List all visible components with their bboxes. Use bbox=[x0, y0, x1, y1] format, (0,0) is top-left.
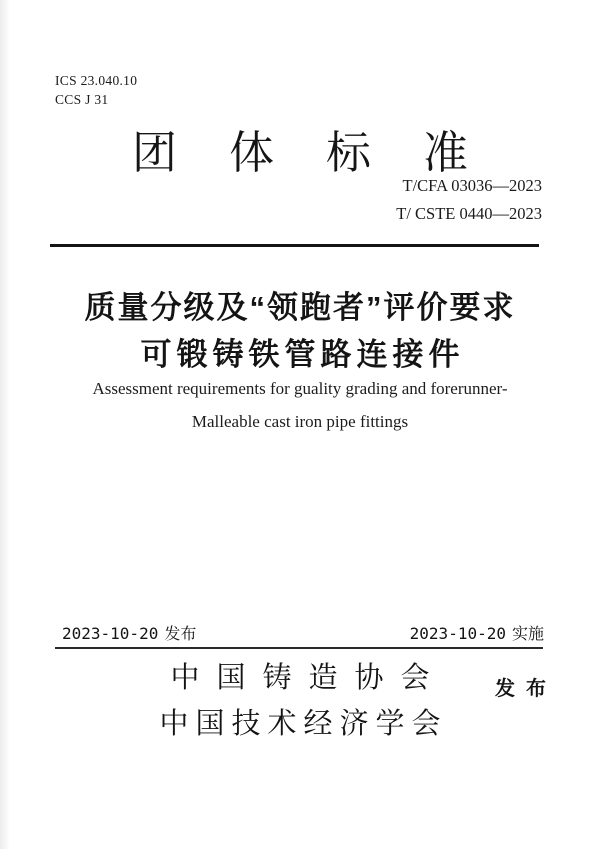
standard-number-cfa: T/CFA 03036—2023 bbox=[402, 176, 542, 195]
standard-numbers bbox=[396, 172, 542, 228]
title-en-line1: Assessment requirements for guality grading and forerunner- bbox=[92, 379, 508, 398]
ccs-code: CCS J 31 bbox=[55, 92, 109, 107]
title-zh-line1: 质量分级及“领跑者”评价要求 bbox=[84, 290, 516, 325]
doc-type-text: 团体标准 bbox=[131, 127, 520, 178]
title-zh-line2: 可锻铸铁管路连接件 bbox=[140, 337, 465, 372]
footer-divider-rule bbox=[55, 647, 543, 649]
publisher-casting-association: 中国铸造协会 bbox=[170, 662, 447, 694]
standard-number-cste: T/ CSTE 0440—2023 bbox=[396, 204, 542, 223]
publisher-tech-economics-society: 中国技术经济学会 bbox=[159, 708, 448, 740]
issue-date: 2023-10-20 发布 bbox=[62, 624, 197, 643]
title-en-line2: Malleable cast iron pipe fittings bbox=[191, 412, 409, 431]
ics-code: ICS 23.040.10 bbox=[55, 73, 138, 88]
classification-codes bbox=[55, 71, 137, 109]
implementation-date: 2023-10-20 实施 bbox=[409, 624, 544, 643]
date-row bbox=[62, 621, 544, 644]
header-divider-rule bbox=[50, 244, 539, 247]
publish-label: 发布 bbox=[495, 678, 557, 700]
